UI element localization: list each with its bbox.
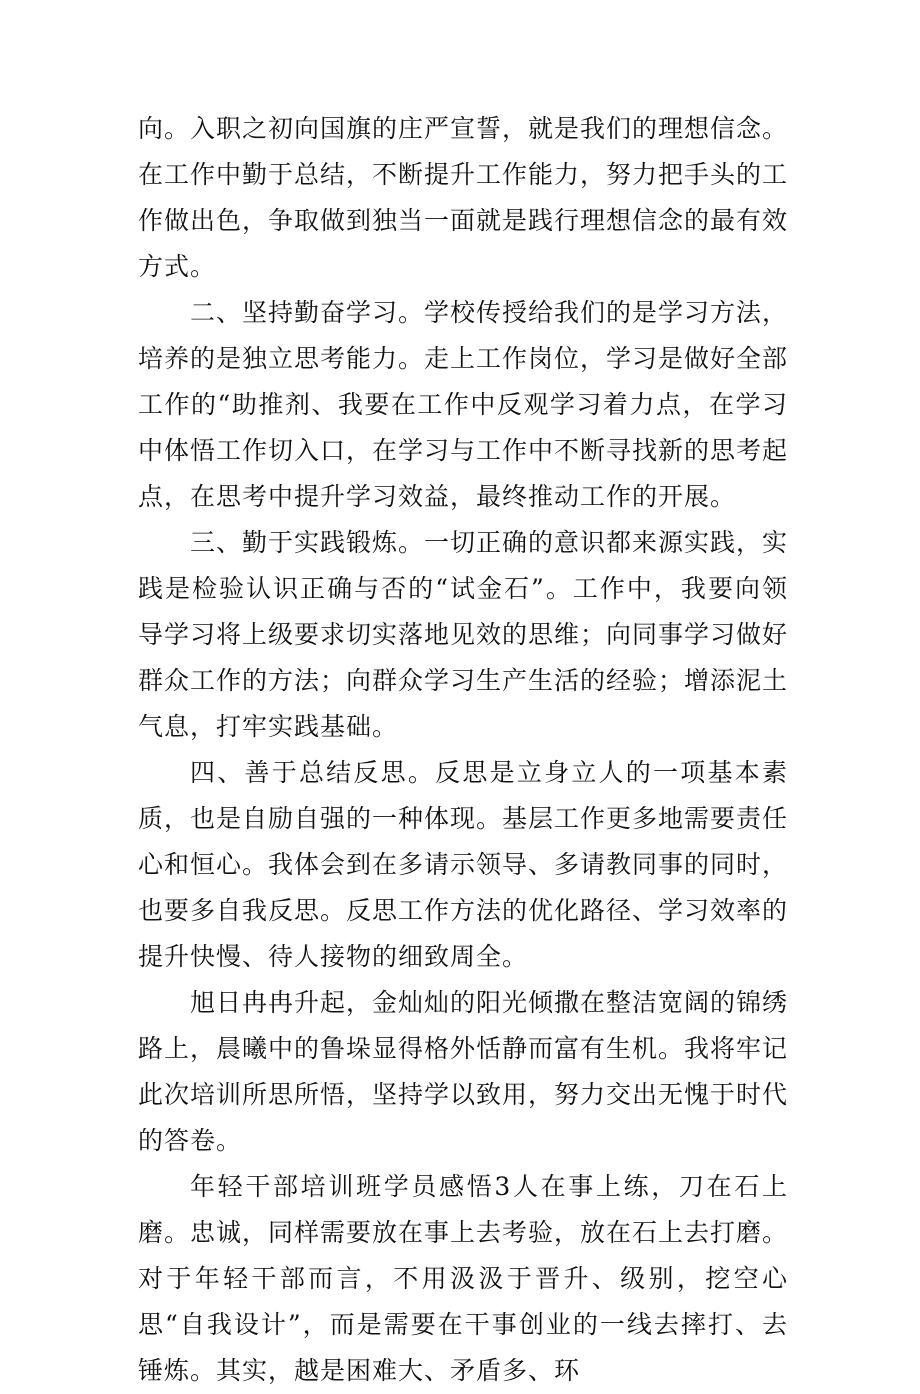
document-body — [138, 106, 788, 1394]
paragraph-study: 二、坚持勤奋学习。学校传授给我们的是学习方法，培养的是独立思考能力。走上工作岗位，学习是做好全部工作的“助推剂、我要在工作中反观学习着力点，在学习中体悟工作切入口，在学习与工作中不断寻找新的思考起点，在思考中提升学习效益，最终推动工作的开展。 — [138, 298, 789, 511]
paragraph-reflection: 四、善于总结反思。反思是立身立人的一项基本素质，也是自励自强的一种体现。基层工作更多地需要责任心和恒心。我体会到在多请示领导、多请教同事的同时，也要多自我反思。反思工作方法的优化路径、学习效率的提升快慢、待人接物的细致周全。 — [138, 758, 789, 971]
paragraph-conclusion: 旭日冉冉升起，金灿灿的阳光倾撒在整洁宽阔的锦绣路上，晨曦中的鲁垛显得格外恬静而富有生机。我将牢记此次培训所思所悟，坚持学以致用，努力交出无愧于时代的答卷。 — [138, 988, 789, 1155]
paragraph-continuation: 向。入职之初向国旗的庄严宣誓，就是我们的理想信念。在工作中勤于总结，不断提升工作能力，努力把手头的工作做出色，争取做到独当一面就是践行理想信念的最有效方式。 — [138, 114, 789, 281]
paragraph-next-essay: 年轻干部培训班学员感悟3人在事上练，刀在石上磨。忠诚，同样需要放在事上去考验，放在石上去打磨。对于年轻干部而言，不用汲汲于晋升、级别，挖空心思“自我设计”，而是需要在干事创业的一线去摔打、去锤炼。其实，越是困难大、矛盾多、环 — [138, 1172, 789, 1385]
paragraph-practice: 三、勤于实践锻炼。一切正确的意识都来源实践，实践是检验认识正确与否的“试金石”。工作中，我要向领导学习将上级要求切实落地见效的思维；向同事学习做好群众工作的方法；向群众学习生产生活的经验；增添泥土气息，打牢实践基础。 — [138, 528, 789, 741]
